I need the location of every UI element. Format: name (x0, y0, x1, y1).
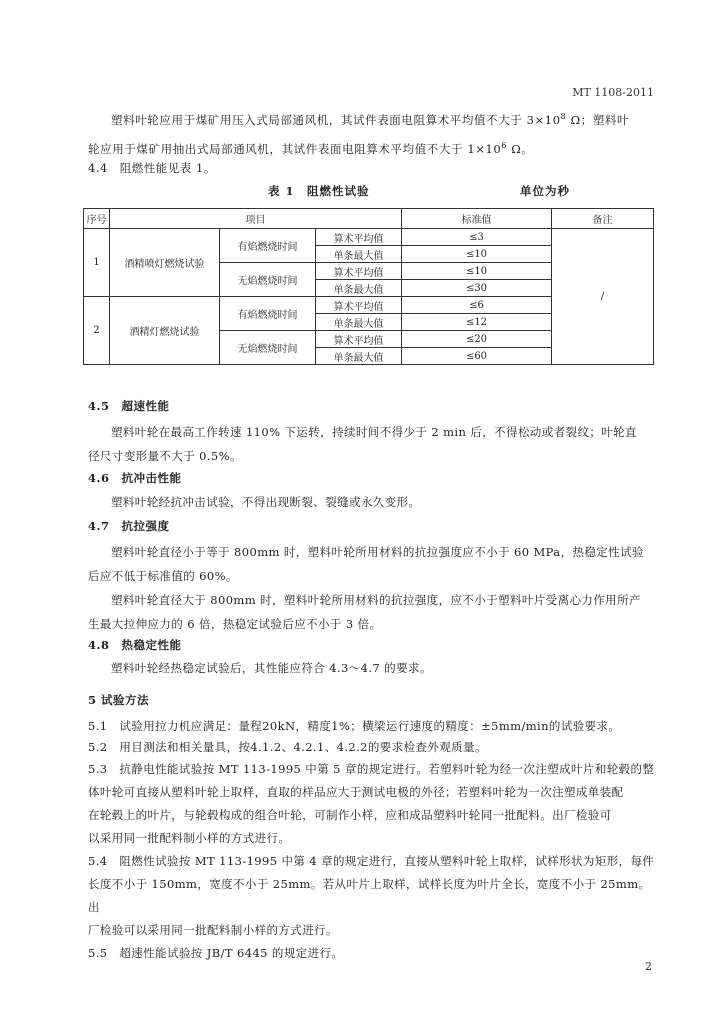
s5-para-4b: 长度不小于 150mm，宽度不小于 25mm。若从叶片上取样，试样长度为叶片全长，宽度不小于 25mm。出 (88, 877, 651, 914)
doc-header-id: MT 1108-2011 (572, 86, 654, 99)
intro-exp-1: 8 (560, 112, 567, 121)
sub-name: 有焰燃烧时间 (220, 297, 316, 331)
s5-para-3b: 体叶轮可直接从塑料叶轮上取样，直取的样品应大于测试电极的外径；若塑料叶轮为一次注塑成单装配 (88, 785, 624, 799)
section-4-5-title: 4.5 超速性能 (88, 399, 170, 413)
s5-para-4c: 厂检验可以采用同一批配料制小样的方式进行。 (88, 923, 338, 937)
s45-line-1: 塑料叶轮在最高工作转速 110% 下运转，持续时间不得少于 2 min 后，不得松动或者裂纹；叶轮直 (111, 425, 637, 439)
metric-cell: 算术平均值 (316, 297, 402, 314)
metric-cell: 算术平均值 (316, 263, 402, 280)
table-unit: 单位为秒 (520, 184, 570, 198)
metric-cell: 算术平均值 (316, 229, 402, 246)
section-5-title: 5 试验方法 (88, 693, 150, 707)
metric-cell: 单条最大值 (316, 280, 402, 297)
group-no: 1 (84, 229, 110, 297)
s5-para-3c: 在轮毂上的叶片，与轮毂构成的组合叶轮，可制作小样，应和成品塑料叶轮同一批配料。出厂检验可 (88, 808, 612, 822)
value-cell: ≤10 (402, 246, 552, 263)
value-cell: ≤20 (402, 331, 552, 348)
table-header-row (84, 209, 654, 229)
table-caption: 表 1 阻燃性试验 (268, 184, 370, 198)
section-4-6-title: 4.6 抗冲击性能 (88, 471, 182, 485)
s47-line-2: 后应不低于标准值的 60%。 (88, 569, 238, 583)
section-5-body (88, 716, 660, 965)
intro-line-2: 轮应用于煤矿用抽出式局部通风机，其试件表面电阻算术平均值不大于 1×10 (88, 141, 502, 156)
th-item: 项目 (110, 209, 402, 229)
metric-cell: 算术平均值 (316, 331, 402, 348)
value-cell: ≤30 (402, 280, 552, 297)
s47-line-4: 生最大拉伸应力的 6 倍，热稳定试验后应不小于 3 倍。 (88, 617, 382, 631)
s5-para-4a: 5.4 阻燃性试验按 MT 113-1995 中第 4 章的规定进行，直接从塑料叶轮上取样，试样形状为矩形，每件 (88, 854, 655, 868)
section-4-8-body (88, 656, 660, 680)
remark-cell: / (552, 229, 654, 365)
th-remark: 备注 (552, 209, 654, 229)
intro-exp-2: 6 (501, 140, 508, 150)
section-4-6-body (88, 490, 660, 514)
flame-retardant-table (83, 208, 654, 365)
group-no: 2 (84, 297, 110, 365)
metric-cell: 单条最大值 (316, 314, 402, 331)
s5-para-5: 5.5 超速性能试验按 JB/T 6445 的规定进行。 (88, 946, 344, 960)
s5-para-2: 5.2 用目测法和相关量具，按4.1.2、4.2.1、4.2.2的要求检查外观质量。 (88, 740, 487, 754)
metric-cell: 单条最大值 (316, 348, 402, 365)
s48-line-1: 塑料叶轮经热稳定试验后，其性能应符合 4.3～4.7 的要求。 (111, 661, 432, 675)
value-cell: ≤60 (402, 348, 552, 365)
value-cell: ≤10 (402, 263, 552, 280)
intro-unit-2: Ω。 (507, 141, 534, 156)
th-no: 序号 (84, 209, 110, 229)
section-4-7-title: 4.7 抗拉强度 (88, 519, 170, 533)
s47-line-1: 塑料叶轮直径小于等于 800mm 时，塑料叶轮所用材料的抗拉强度应不小于 60 MPa，热稳定性试验 (111, 545, 644, 559)
s5-para-3a: 5.3 抗静电性能试验按 MT 113-1995 中第 5 章的规定进行。若塑料叶轮为经一次注塑成叶片和轮毂的整 (88, 762, 655, 776)
table-row (84, 229, 654, 246)
intro-paragraph (88, 104, 660, 162)
value-cell: ≤6 (402, 297, 552, 314)
value-cell: ≤12 (402, 314, 552, 331)
s45-line-2: 径尺寸变形量不大于 0.5%。 (88, 449, 242, 463)
section-4-8-title: 4.8 热稳定性能 (88, 638, 182, 652)
value-cell: ≤3 (402, 229, 552, 246)
sub-name: 无焰燃烧时间 (220, 263, 316, 297)
s5-para-1: 5.1 试验用拉力机应满足：量程20kN，精度1%；横梁运行速度的精度：±5mm/min的试验要求。 (88, 719, 621, 733)
metric-cell: 单条最大值 (316, 246, 402, 263)
intro-line-1: 塑料叶轮应用于煤矿用压入式局部通风机，其试件表面电阻算术平均值不大于 3×10 (111, 112, 561, 127)
group-name: 酒精灯燃烧试验 (110, 297, 220, 365)
sub-name: 无焰燃烧时间 (220, 331, 316, 365)
intro-unit-1: Ω；塑料叶 (566, 112, 630, 127)
section-4-4-title: 4.4 阻燃性能见表 1。 (88, 161, 216, 175)
group-name: 酒精喷灯燃烧试验 (110, 229, 220, 297)
page-number: 2 (645, 960, 652, 973)
section-4-5-body (88, 420, 660, 468)
section-4-7-body (88, 540, 660, 636)
th-standard: 标准值 (402, 209, 552, 229)
sub-name: 有焰燃烧时间 (220, 229, 316, 263)
s47-line-3: 塑料叶轮直径大于 800mm 时，塑料叶轮所用材料的抗拉强度，应不小于塑料叶片受离心力作用所产 (111, 593, 641, 607)
s46-line-1: 塑料叶轮经抗冲击试验，不得出现断裂、裂缝或永久变形。 (111, 495, 421, 509)
s5-para-3d: 以采用同一批配料制小样的方式进行。 (88, 831, 291, 845)
